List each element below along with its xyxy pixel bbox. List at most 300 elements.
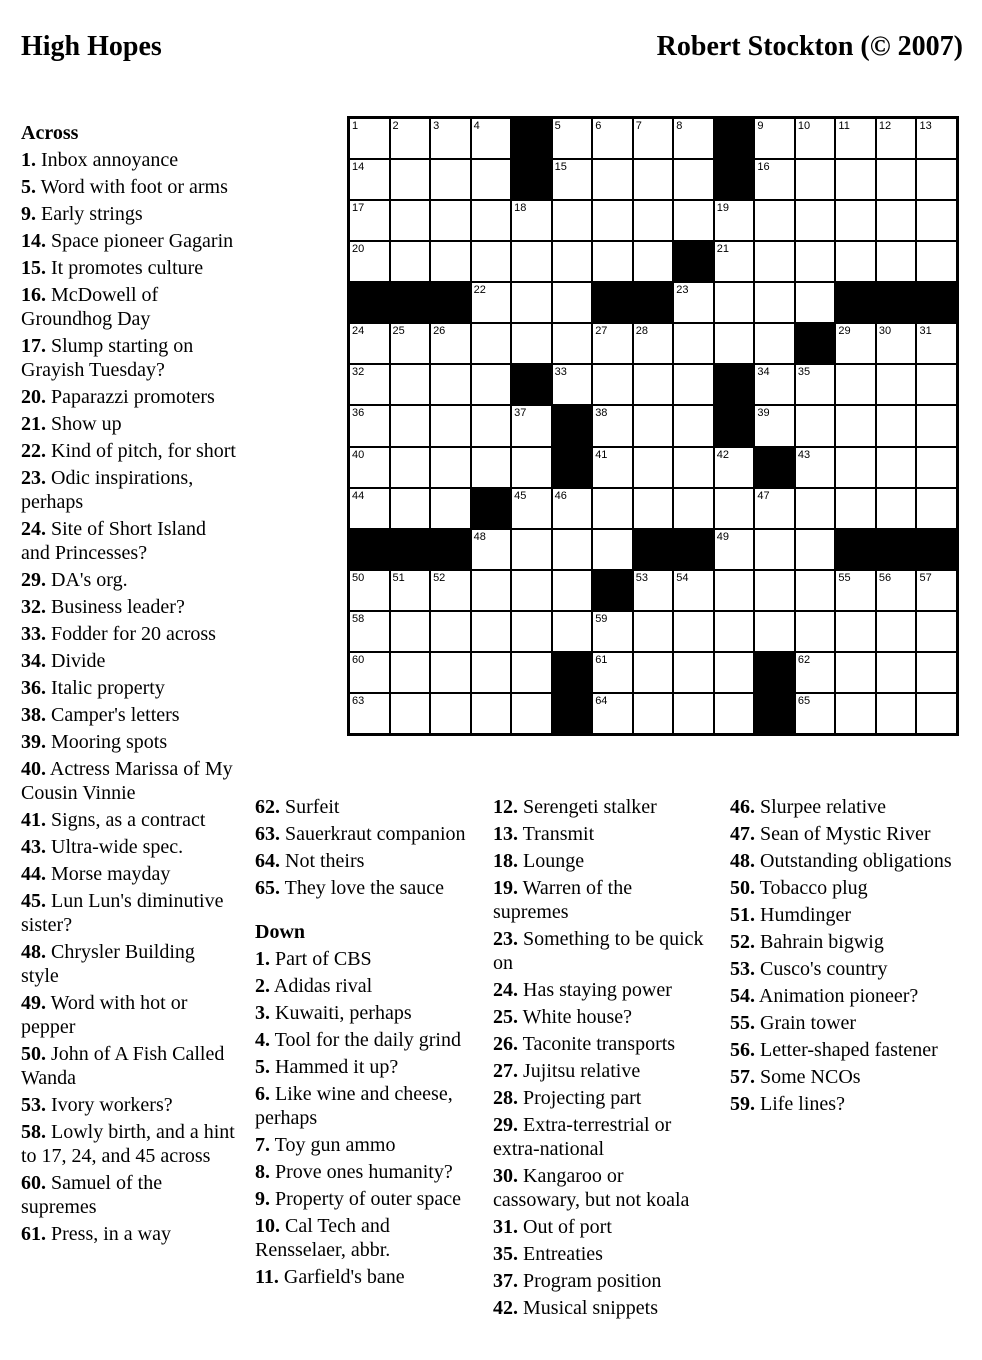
grid-cell[interactable] bbox=[795, 570, 836, 611]
cell-number: 26 bbox=[433, 325, 446, 338]
grid-cell[interactable] bbox=[633, 652, 674, 693]
grid-cell[interactable] bbox=[754, 529, 795, 570]
grid-cell[interactable] bbox=[349, 693, 390, 734]
grid-cell[interactable] bbox=[349, 241, 390, 282]
grid-cell[interactable] bbox=[633, 488, 674, 529]
grid-cell[interactable] bbox=[390, 405, 431, 446]
clue-number: 32. bbox=[21, 596, 46, 618]
cell-number: 39 bbox=[757, 407, 770, 420]
grid-cell[interactable] bbox=[916, 364, 957, 405]
black-square bbox=[835, 529, 876, 570]
grid-cell[interactable] bbox=[390, 652, 431, 693]
grid-cell[interactable] bbox=[876, 364, 917, 405]
grid-cell[interactable] bbox=[471, 693, 512, 734]
cell-number: 30 bbox=[878, 325, 892, 338]
clue-number: 4. bbox=[255, 1029, 270, 1051]
grid-cell[interactable] bbox=[471, 159, 512, 200]
clue-item: 24. Has staying power bbox=[493, 979, 672, 1001]
grid-cell[interactable] bbox=[916, 611, 957, 652]
grid-cell[interactable] bbox=[430, 693, 471, 734]
grid-cell[interactable] bbox=[754, 282, 795, 323]
clue-item: 7. Toy gun ammo bbox=[255, 1134, 396, 1156]
grid-cell[interactable] bbox=[552, 570, 593, 611]
grid-cell[interactable] bbox=[349, 118, 390, 159]
grid-cell[interactable] bbox=[349, 364, 390, 405]
grid-cell[interactable] bbox=[430, 118, 471, 159]
grid-cell[interactable] bbox=[633, 364, 674, 405]
grid-cell[interactable] bbox=[835, 159, 876, 200]
grid-cell[interactable] bbox=[714, 241, 755, 282]
grid-cell[interactable] bbox=[916, 570, 957, 611]
grid-cell[interactable] bbox=[511, 652, 552, 693]
black-square bbox=[835, 282, 876, 323]
clue-item: 26. Taconite transports bbox=[493, 1033, 676, 1055]
clue-item: 43. Ultra-wide spec. bbox=[21, 836, 184, 858]
grid-cell[interactable] bbox=[471, 323, 512, 364]
grid-cell[interactable] bbox=[552, 282, 593, 323]
grid-cell[interactable] bbox=[349, 447, 390, 488]
grid-cell[interactable] bbox=[592, 159, 633, 200]
grid-cell[interactable] bbox=[795, 529, 836, 570]
grid-cell[interactable] bbox=[795, 200, 836, 241]
grid-cell[interactable] bbox=[714, 323, 755, 364]
grid-cell[interactable] bbox=[795, 282, 836, 323]
grid-cell[interactable] bbox=[471, 570, 512, 611]
grid-cell[interactable] bbox=[511, 570, 552, 611]
cell-number: 51 bbox=[392, 571, 405, 584]
black-square bbox=[471, 488, 512, 529]
clue-number: 27. bbox=[493, 1060, 518, 1082]
black-square bbox=[552, 447, 593, 488]
grid-cell[interactable] bbox=[592, 323, 633, 364]
grid-cell[interactable] bbox=[876, 611, 917, 652]
clue-number: 46. bbox=[730, 796, 755, 818]
black-square bbox=[754, 447, 795, 488]
grid-cell[interactable] bbox=[430, 570, 471, 611]
grid-cell[interactable] bbox=[673, 282, 714, 323]
grid-cell[interactable] bbox=[633, 159, 674, 200]
black-square bbox=[592, 570, 633, 611]
clue-item: 22. Kind of pitch, for short bbox=[21, 440, 236, 462]
grid-cell[interactable] bbox=[390, 200, 431, 241]
grid-cell[interactable] bbox=[876, 405, 917, 446]
black-square bbox=[714, 364, 755, 405]
grid-cell[interactable] bbox=[633, 241, 674, 282]
clue-item: 53. Ivory workers? bbox=[21, 1094, 173, 1116]
clue-item: 20. Paparazzi promoters bbox=[21, 386, 215, 408]
clue-number: 51. bbox=[730, 904, 755, 926]
grid-cell[interactable] bbox=[916, 693, 957, 734]
grid-cell[interactable] bbox=[673, 364, 714, 405]
grid-cell[interactable] bbox=[633, 200, 674, 241]
clue-number: 52. bbox=[730, 931, 755, 953]
grid-cell[interactable] bbox=[754, 364, 795, 405]
clue-number: 65. bbox=[255, 877, 280, 899]
grid-cell[interactable] bbox=[349, 200, 390, 241]
grid-cell[interactable] bbox=[633, 693, 674, 734]
grid-cell[interactable] bbox=[714, 447, 755, 488]
grid-cell[interactable] bbox=[430, 447, 471, 488]
grid-cell[interactable] bbox=[349, 405, 390, 446]
grid-cell[interactable] bbox=[835, 241, 876, 282]
grid-cell[interactable] bbox=[430, 488, 471, 529]
grid-cell[interactable] bbox=[633, 405, 674, 446]
grid-cell[interactable] bbox=[471, 405, 512, 446]
grid-cell[interactable] bbox=[633, 118, 674, 159]
grid-cell[interactable] bbox=[916, 241, 957, 282]
grid-cell[interactable] bbox=[552, 323, 593, 364]
clue-number: 30. bbox=[493, 1165, 518, 1187]
puzzle-title: High Hopes bbox=[21, 31, 162, 62]
grid-cell[interactable] bbox=[795, 611, 836, 652]
grid-cell[interactable] bbox=[430, 652, 471, 693]
grid-cell[interactable] bbox=[552, 364, 593, 405]
grid-cell[interactable] bbox=[673, 200, 714, 241]
black-square bbox=[714, 118, 755, 159]
grid-cell[interactable] bbox=[714, 282, 755, 323]
grid-cell[interactable] bbox=[390, 570, 431, 611]
grid-cell[interactable] bbox=[714, 200, 755, 241]
grid-cell[interactable] bbox=[714, 529, 755, 570]
black-square bbox=[511, 159, 552, 200]
clue-number: 64. bbox=[255, 850, 280, 872]
clue-item: 53. Cusco's country bbox=[730, 958, 888, 980]
grid-cell[interactable] bbox=[835, 652, 876, 693]
grid-cell[interactable] bbox=[673, 488, 714, 529]
grid-cell[interactable] bbox=[876, 118, 917, 159]
cell-number: 37 bbox=[514, 407, 527, 420]
grid-cell[interactable] bbox=[511, 241, 552, 282]
grid-cell[interactable] bbox=[390, 611, 431, 652]
clue-item: 52. Bahrain bigwig bbox=[730, 931, 884, 953]
grid-cell[interactable] bbox=[471, 118, 512, 159]
grid-cell[interactable] bbox=[754, 118, 795, 159]
cell-number: 35 bbox=[797, 366, 811, 379]
grid-cell[interactable] bbox=[430, 611, 471, 652]
black-square bbox=[673, 529, 714, 570]
grid-cell[interactable] bbox=[916, 159, 957, 200]
grid-cell[interactable] bbox=[471, 364, 512, 405]
clue-number: 23. bbox=[21, 467, 46, 489]
black-square bbox=[349, 529, 390, 570]
grid-cell[interactable] bbox=[430, 323, 471, 364]
clue-item: 35. Entreaties bbox=[493, 1243, 603, 1265]
grid-cell[interactable] bbox=[754, 570, 795, 611]
grid-cell[interactable] bbox=[795, 693, 836, 734]
clue-number: 1. bbox=[21, 149, 36, 171]
clue-number: 44. bbox=[21, 863, 46, 885]
grid-cell[interactable] bbox=[876, 159, 917, 200]
grid-cell[interactable] bbox=[592, 200, 633, 241]
grid-cell[interactable] bbox=[876, 693, 917, 734]
grid-cell[interactable] bbox=[592, 241, 633, 282]
grid-cell[interactable] bbox=[511, 405, 552, 446]
clue-item: 39. Mooring spots bbox=[21, 731, 168, 753]
clue-number: 61. bbox=[21, 1223, 46, 1245]
grid-cell[interactable] bbox=[511, 611, 552, 652]
black-square bbox=[754, 693, 795, 734]
grid-cell[interactable] bbox=[835, 570, 876, 611]
grid-cell[interactable] bbox=[552, 118, 593, 159]
clue-number: 35. bbox=[493, 1243, 518, 1265]
clue-item: 40. Actress Marissa of My Cousin Vinnie bbox=[21, 758, 233, 804]
grid-cell[interactable] bbox=[835, 611, 876, 652]
cell-number: 23 bbox=[676, 284, 689, 297]
grid-cell[interactable] bbox=[349, 488, 390, 529]
grid-cell[interactable] bbox=[592, 652, 633, 693]
clue-number: 42. bbox=[493, 1297, 518, 1319]
grid-cell[interactable] bbox=[916, 405, 957, 446]
grid-cell[interactable] bbox=[916, 488, 957, 529]
grid-cell[interactable] bbox=[511, 282, 552, 323]
black-square bbox=[430, 282, 471, 323]
grid-cell[interactable] bbox=[754, 200, 795, 241]
black-square bbox=[673, 241, 714, 282]
clue-item: 10. Cal Tech and Rensselaer, abbr. bbox=[255, 1215, 391, 1261]
clue-number: 29. bbox=[493, 1114, 518, 1136]
grid-cell[interactable] bbox=[552, 159, 593, 200]
grid-cell[interactable] bbox=[430, 241, 471, 282]
grid-cell[interactable] bbox=[471, 241, 512, 282]
grid-cell[interactable] bbox=[552, 241, 593, 282]
grid-cell[interactable] bbox=[511, 447, 552, 488]
cell-number: 56 bbox=[878, 571, 892, 584]
grid-cell[interactable] bbox=[349, 611, 390, 652]
clue-number: 15. bbox=[21, 257, 46, 279]
grid-cell[interactable] bbox=[471, 652, 512, 693]
grid-cell[interactable] bbox=[835, 200, 876, 241]
clue-number: 49. bbox=[21, 992, 46, 1014]
grid-cell[interactable] bbox=[795, 118, 836, 159]
grid-cell[interactable] bbox=[714, 652, 755, 693]
grid-cell[interactable] bbox=[835, 405, 876, 446]
clue-item: 47. Sean of Mystic River bbox=[730, 823, 931, 845]
clue-item: 32. Business leader? bbox=[21, 596, 185, 618]
cell-number: 43 bbox=[797, 448, 811, 461]
grid-cell[interactable] bbox=[592, 693, 633, 734]
grid-cell[interactable] bbox=[876, 447, 917, 488]
clue-number: 7. bbox=[255, 1134, 270, 1156]
grid-cell[interactable] bbox=[673, 693, 714, 734]
cell-number: 57 bbox=[919, 571, 932, 584]
grid-cell[interactable] bbox=[876, 323, 917, 364]
clue-item: 50. John of A Fish Called Wanda bbox=[21, 1043, 225, 1089]
cell-number: 61 bbox=[595, 653, 608, 666]
grid-cell[interactable] bbox=[430, 364, 471, 405]
grid-cell[interactable] bbox=[795, 447, 836, 488]
grid-cell[interactable] bbox=[673, 118, 714, 159]
grid-cell[interactable] bbox=[916, 323, 957, 364]
grid-cell[interactable] bbox=[390, 159, 431, 200]
grid-cell[interactable] bbox=[714, 488, 755, 529]
grid-cell[interactable] bbox=[390, 118, 431, 159]
grid-cell[interactable] bbox=[471, 447, 512, 488]
grid-cell[interactable] bbox=[876, 488, 917, 529]
grid-cell[interactable] bbox=[673, 447, 714, 488]
grid-cell[interactable] bbox=[430, 159, 471, 200]
grid-cell[interactable] bbox=[916, 652, 957, 693]
clue-item: 9. Early strings bbox=[21, 203, 143, 225]
clue-item: 45. Lun Lun's diminutive sister? bbox=[21, 890, 224, 936]
clue-item: 30. Kangaroo or cassowary, but not koala bbox=[493, 1165, 690, 1211]
grid-cell[interactable] bbox=[673, 570, 714, 611]
clue-item: 23. Odic inspirations, perhaps bbox=[21, 467, 194, 513]
clue-number: 53. bbox=[730, 958, 755, 980]
grid-cell[interactable] bbox=[673, 611, 714, 652]
grid-cell[interactable] bbox=[349, 652, 390, 693]
grid-cell[interactable] bbox=[714, 570, 755, 611]
grid-cell[interactable] bbox=[349, 159, 390, 200]
clue-number: 39. bbox=[21, 731, 46, 753]
clue-item: 50. Tobacco plug bbox=[730, 877, 868, 899]
grid-cell[interactable] bbox=[390, 241, 431, 282]
grid-cell[interactable] bbox=[633, 323, 674, 364]
black-square bbox=[390, 529, 431, 570]
grid-cell[interactable] bbox=[390, 488, 431, 529]
grid-cell[interactable] bbox=[754, 611, 795, 652]
grid-cell[interactable] bbox=[876, 652, 917, 693]
grid-cell[interactable] bbox=[592, 611, 633, 652]
clue-item: 37. Program position bbox=[493, 1270, 662, 1292]
cell-number: 13 bbox=[919, 120, 932, 132]
grid-cell[interactable] bbox=[633, 611, 674, 652]
clue-number: 34. bbox=[21, 650, 46, 672]
grid-cell[interactable] bbox=[349, 570, 390, 611]
cell-number: 33 bbox=[554, 366, 567, 379]
black-square bbox=[633, 529, 674, 570]
grid-cell[interactable] bbox=[916, 447, 957, 488]
cell-number: 41 bbox=[595, 448, 608, 461]
grid-cell[interactable] bbox=[754, 405, 795, 446]
clue-item: 9. Property of outer space bbox=[255, 1188, 462, 1210]
grid-cell[interactable] bbox=[471, 529, 512, 570]
grid-cell[interactable] bbox=[795, 159, 836, 200]
cell-number: 19 bbox=[716, 202, 730, 215]
grid-cell[interactable] bbox=[349, 323, 390, 364]
grid-cell[interactable] bbox=[511, 323, 552, 364]
clue-number: 5. bbox=[255, 1056, 270, 1078]
grid-cell[interactable] bbox=[835, 488, 876, 529]
grid-cell[interactable] bbox=[754, 241, 795, 282]
grid-cell[interactable] bbox=[511, 200, 552, 241]
grid-cell[interactable] bbox=[714, 693, 755, 734]
grid-cell[interactable] bbox=[754, 159, 795, 200]
grid-cell[interactable] bbox=[633, 570, 674, 611]
clue-number: 63. bbox=[255, 823, 280, 845]
grid-cell[interactable] bbox=[511, 693, 552, 734]
cell-number: 49 bbox=[716, 530, 730, 543]
cell-number: 60 bbox=[352, 653, 365, 666]
grid-cell[interactable] bbox=[835, 693, 876, 734]
grid-cell[interactable] bbox=[795, 405, 836, 446]
grid-cell[interactable] bbox=[876, 241, 917, 282]
puzzle-byline: Robert Stockton (© 2007) bbox=[656, 31, 963, 62]
grid-cell[interactable] bbox=[592, 118, 633, 159]
clue-item: 23. Something to be quick on bbox=[493, 928, 704, 974]
grid-cell[interactable] bbox=[430, 200, 471, 241]
clue-item: 31. Out of port bbox=[493, 1216, 612, 1238]
grid-cell[interactable] bbox=[390, 364, 431, 405]
black-square bbox=[633, 282, 674, 323]
grid-cell[interactable] bbox=[471, 200, 512, 241]
grid-cell[interactable] bbox=[592, 405, 633, 446]
grid-cell[interactable] bbox=[592, 447, 633, 488]
grid-cell[interactable] bbox=[916, 200, 957, 241]
grid-cell[interactable] bbox=[430, 405, 471, 446]
grid-cell[interactable] bbox=[552, 488, 593, 529]
clue-number: 29. bbox=[21, 569, 46, 591]
grid-cell[interactable] bbox=[754, 488, 795, 529]
grid-cell[interactable] bbox=[390, 693, 431, 734]
grid-cell[interactable] bbox=[471, 282, 512, 323]
clue-item: 63. Sauerkraut companion bbox=[255, 823, 466, 845]
grid-cell[interactable] bbox=[673, 159, 714, 200]
grid-cell[interactable] bbox=[390, 447, 431, 488]
grid-cell[interactable] bbox=[511, 529, 552, 570]
clue-number: 57. bbox=[730, 1066, 755, 1088]
grid-cell[interactable] bbox=[673, 405, 714, 446]
grid-cell[interactable] bbox=[795, 241, 836, 282]
grid-cell[interactable] bbox=[835, 364, 876, 405]
grid-cell[interactable] bbox=[673, 323, 714, 364]
grid-cell[interactable] bbox=[592, 364, 633, 405]
grid-cell[interactable] bbox=[835, 118, 876, 159]
cell-number: 18 bbox=[514, 202, 527, 215]
clue-item: 1. Inbox annoyance bbox=[21, 149, 179, 171]
grid-cell[interactable] bbox=[673, 652, 714, 693]
clue-item: 49. Word with hot or pepper bbox=[21, 992, 188, 1038]
cell-number: 42 bbox=[716, 448, 730, 461]
cell-number: 25 bbox=[392, 325, 405, 338]
grid-cell[interactable] bbox=[876, 200, 917, 241]
clue-number: 36. bbox=[21, 677, 46, 699]
grid-cell[interactable] bbox=[835, 447, 876, 488]
black-square bbox=[349, 282, 390, 323]
crossword-grid bbox=[347, 116, 959, 736]
grid-cell[interactable] bbox=[916, 118, 957, 159]
grid-cell[interactable] bbox=[592, 488, 633, 529]
clue-item: 60. Samuel of the supremes bbox=[21, 1172, 163, 1218]
grid-cell[interactable] bbox=[471, 611, 512, 652]
cell-number: 1 bbox=[352, 120, 359, 132]
clue-number: 38. bbox=[21, 704, 46, 726]
grid-cell[interactable] bbox=[552, 200, 593, 241]
clue-number: 40. bbox=[21, 758, 46, 780]
grid-cell[interactable] bbox=[835, 323, 876, 364]
grid-cell[interactable] bbox=[876, 570, 917, 611]
grid-cell[interactable] bbox=[754, 323, 795, 364]
black-square bbox=[552, 405, 593, 446]
grid-cell[interactable] bbox=[795, 488, 836, 529]
grid-cell[interactable] bbox=[552, 529, 593, 570]
grid-cell[interactable] bbox=[592, 529, 633, 570]
grid-cell[interactable] bbox=[552, 611, 593, 652]
clue-number: 11. bbox=[255, 1266, 279, 1288]
grid-cell[interactable] bbox=[633, 447, 674, 488]
clues-header-down: Down bbox=[255, 921, 306, 943]
grid-cell[interactable] bbox=[795, 652, 836, 693]
cell-number: 48 bbox=[473, 530, 486, 543]
cell-number: 58 bbox=[352, 612, 365, 625]
grid-cell[interactable] bbox=[511, 488, 552, 529]
cell-number: 36 bbox=[352, 407, 365, 420]
cell-number: 47 bbox=[757, 489, 770, 502]
clue-item: 62. Surfeit bbox=[255, 796, 340, 818]
grid-cell[interactable] bbox=[390, 323, 431, 364]
clue-number: 1. bbox=[255, 948, 270, 970]
grid-cell[interactable] bbox=[795, 364, 836, 405]
grid-cell[interactable] bbox=[714, 611, 755, 652]
